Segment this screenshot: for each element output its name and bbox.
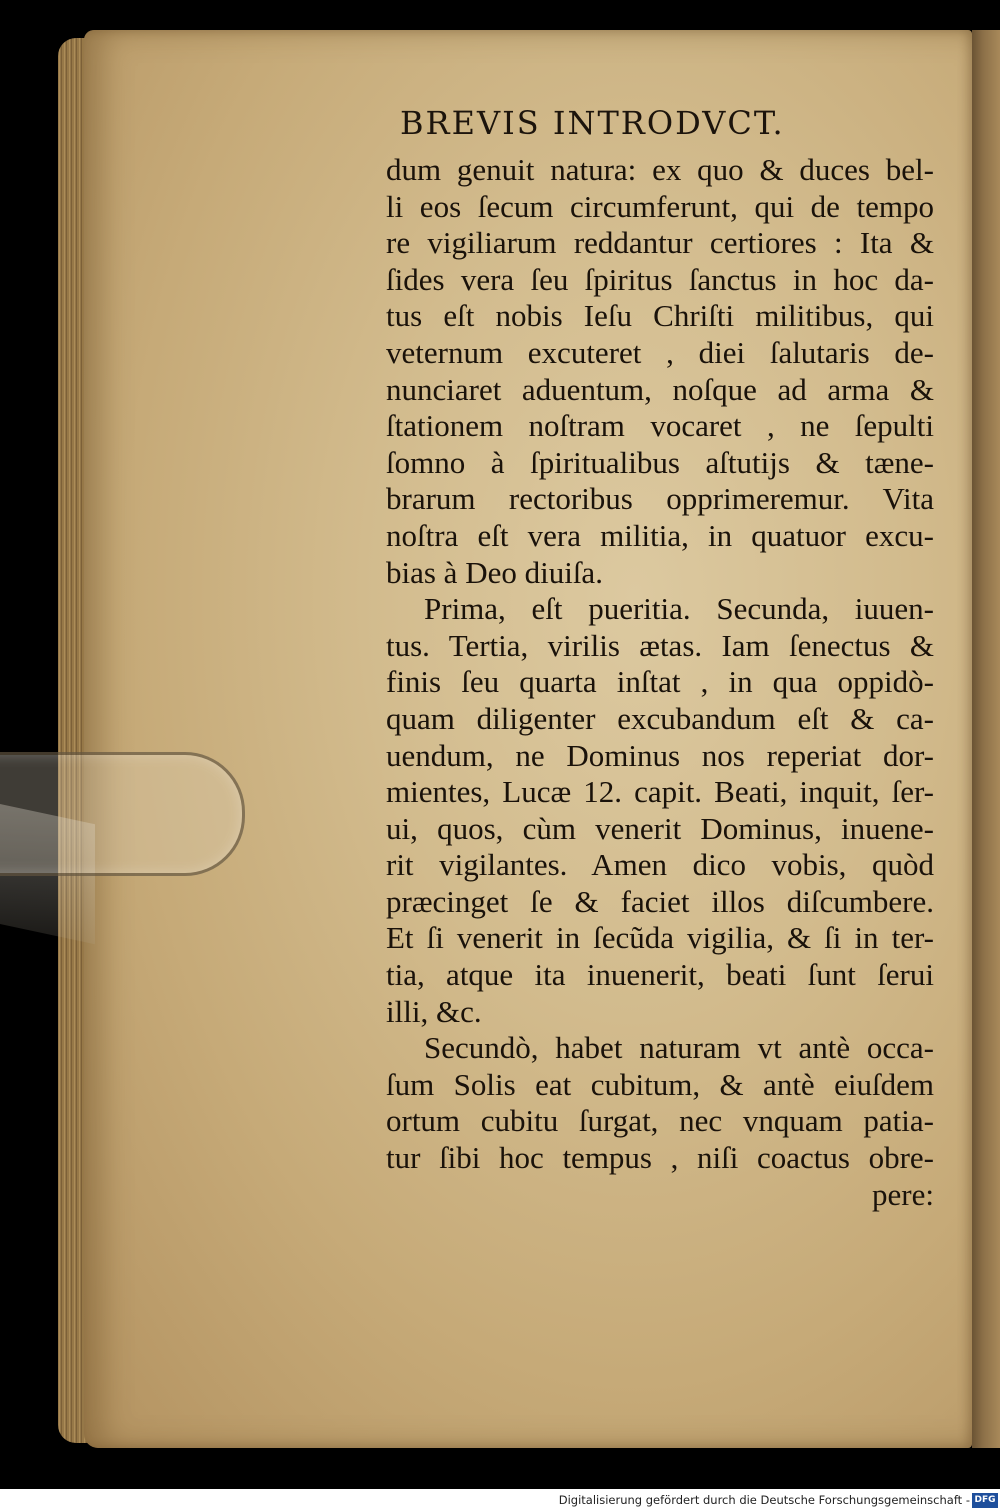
facing-page-gutter — [972, 30, 1000, 1448]
text-line: uendum, ne Dominus nos reperiat dor- — [386, 737, 934, 773]
text-line: noſtra eſt vera militia, in quatuor excu- — [386, 517, 934, 553]
text-line: tia, atque ita inuenerit, beati ſunt ſerui — [386, 957, 934, 993]
text-line: Prima, eſt pueritia. Secunda, iuuen- — [424, 591, 934, 627]
text-line: nunciaret aduentum, noſque ad arma & — [386, 371, 934, 407]
body-text — [386, 152, 934, 1213]
page-holder-clip — [0, 752, 245, 876]
text-line: quam diligenter excubandum eſt & ca- — [386, 700, 934, 736]
text-line: præcinget ſe & faciet illos diſcumbere. — [386, 883, 934, 919]
text-line: ortum cubitu ſurgat, nec vnquam patia- — [386, 1103, 934, 1139]
text-line: ſum Solis eat cubitum, & antè eiuſdem — [386, 1066, 934, 1102]
text-line: li eos ſecum circumferunt, qui de tempo — [386, 188, 934, 224]
text-line: brarum rectoribus opprimeremur. Vita — [386, 481, 934, 517]
text-line: veternum excuteret , diei ſalutaris de- — [386, 334, 934, 370]
running-head: BREVIS INTRODVCT. — [400, 104, 785, 142]
text-line: re vigiliarum reddantur certiores : Ita & — [386, 225, 934, 261]
text-line: rit vigilantes. Amen dico vobis, quòd — [386, 847, 934, 883]
text-line: ſides vera ſeu ſpiritus ſanctus in hoc da- — [386, 261, 934, 297]
text-line: mientes, Lucæ 12. capit. Beati, inquit, ſer- — [386, 774, 934, 810]
text-line: dum genuit natura: ex quo & duces bel- — [386, 152, 934, 187]
footer-bar — [0, 1489, 1000, 1511]
text-line: tus eſt nobis Ieſu Chriſti militibus, qui — [386, 298, 934, 334]
text-line: ſomno à ſpiritualibus aſtutijs & tæne- — [386, 444, 934, 480]
text-line: tus. Tertia, virilis ætas. Iam ſenectus & — [386, 627, 934, 663]
funding-credit: Digitalisierung gefördert durch die Deutsche Forschungsgemeinschaft - — [558, 1493, 970, 1507]
dfg-logo-icon: DFG — [972, 1493, 998, 1508]
text-line: ui, quos, cùm venerit Dominus, inuene- — [386, 810, 934, 846]
text-line: Secundò, habet naturam vt antè occa- — [424, 1030, 934, 1066]
text-line: bias à Deo diuiſa. — [386, 554, 603, 590]
text-line: Et ſi venerit in ſecũda vigilia, & ſi in ter- — [386, 920, 934, 956]
text-line: tur ſibi hoc tempus , niſi coactus obre- — [386, 1140, 934, 1176]
text-line: finis ſeu quarta inſtat , in qua oppidò- — [386, 664, 934, 700]
text-line: illi, &c. — [386, 993, 482, 1029]
catchword: pere: — [872, 1176, 934, 1212]
text-line: ſtationem noſtram vocaret , ne ſepulti — [386, 408, 934, 444]
